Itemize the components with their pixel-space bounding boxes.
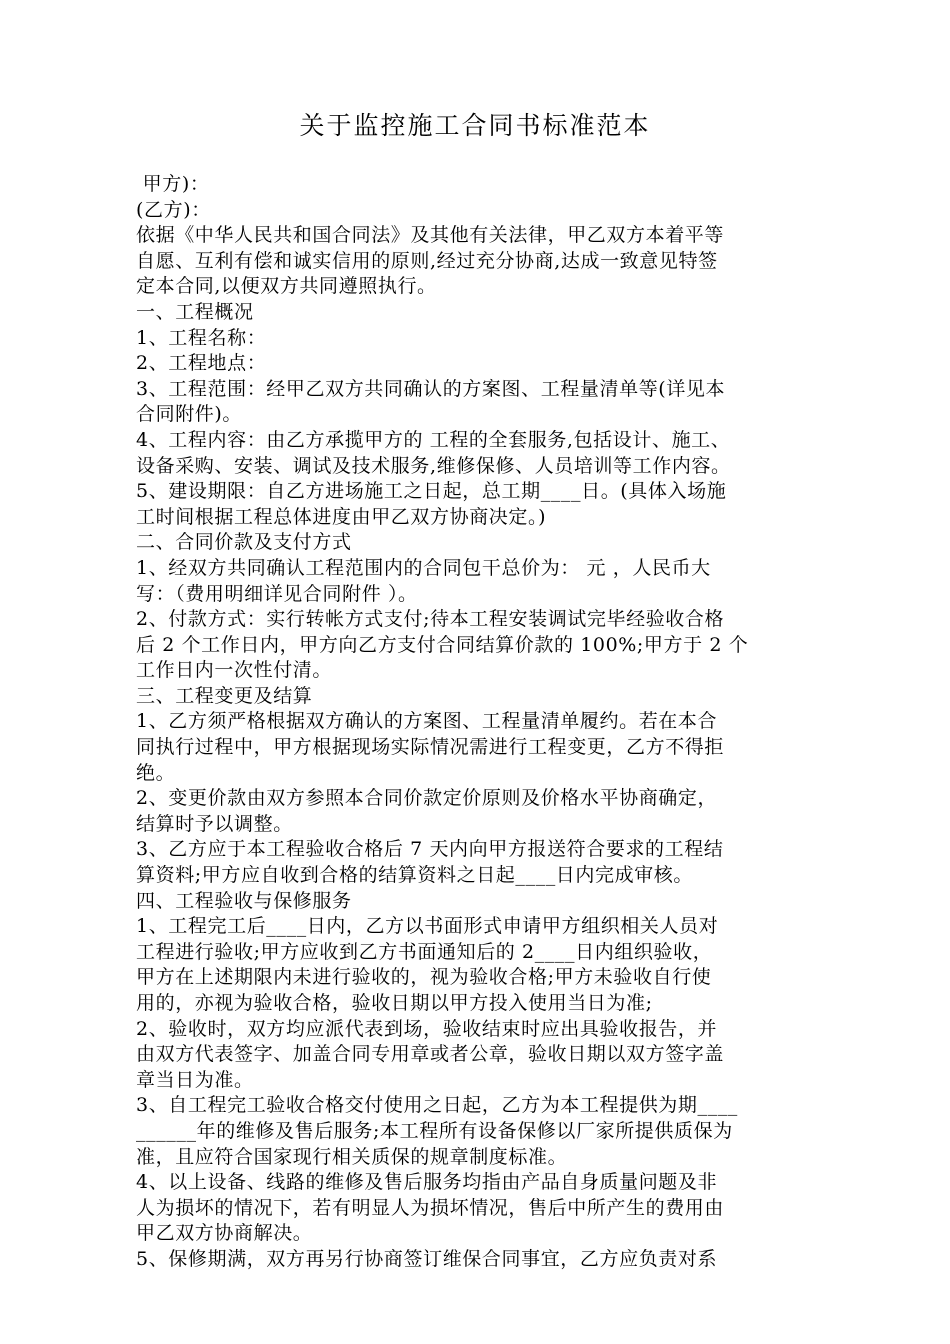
- text-line: 2、变更价款由双方参照本合同价款定价原则及价格水平协商确定，: [136, 787, 718, 810]
- text-line: 1、工程完工后____日内，乙方以书面形式申请甲方组织相关人员对: [136, 915, 719, 938]
- text-line: 后 2 个工作日内，甲方向乙方支付合同结算价款的 100%;甲方于 2 个: [136, 633, 749, 656]
- text-line: 4、以上设备、线路的维修及售后服务均指由产品自身质量问题及非: [136, 1171, 718, 1194]
- text-line: 3、自工程完工验收合格交付使用之日起，乙方为本工程提供为期____: [136, 1094, 738, 1117]
- text-line: 甲乙双方协商解决。: [136, 1222, 313, 1245]
- text-line: 二、合同价款及支付方式: [136, 531, 352, 554]
- text-line: 2、验收时，双方均应派代表到场，验收结束时应出具验收报告，并: [136, 1017, 718, 1040]
- text-line: 3、乙方应于本工程验收合格后 7 天内向甲方报送符合要求的工程结: [136, 838, 724, 861]
- text-line: 用的，亦视为验收合格，验收日期以甲方投入使用当日为准;: [136, 992, 653, 1014]
- text-line: 1、工程名称：: [136, 326, 267, 349]
- text-line: 3、工程范围：经甲乙双方共同确认的方案图、工程量清单等(详见本: [136, 377, 726, 400]
- text-line: 算资料;甲方应自收到合格的结算资料之日起____日内完成审核。: [136, 864, 694, 887]
- text-line: 工时间根据工程总体进度由甲乙双方协商决定。): [136, 505, 547, 528]
- text-line: 写：（费用明细详见合同附件 ）。: [136, 582, 418, 605]
- document-body: [136, 172, 826, 1273]
- text-line: 1、乙方须严格根据双方确认的方案图、工程量清单履约。若在本合: [136, 710, 718, 733]
- text-line: 2、付款方式：实行转帐方式支付;待本工程安装调试完毕经验收合格: [136, 608, 725, 631]
- text-line: 工程进行验收;甲方应收到乙方书面通知后的 2____日内组织验收，: [136, 940, 713, 963]
- text-line: 定本合同,以便双方共同遵照执行。: [136, 275, 437, 298]
- text-line: 合同附件)。: [136, 403, 243, 426]
- text-line: 由双方代表签字、加盖合同专用章或者公章，验收日期以双方签字盖: [136, 1043, 725, 1066]
- text-line: 依据《中华人民共和国合同法》及其他有关法律，甲乙双方本着平等: [136, 224, 725, 247]
- text-line: 设备采购、安装、调试及技术服务,维修保修、人员培训等工作内容。: [136, 454, 731, 477]
- document-title: 关于监控施工合同书标准范本: [299, 111, 651, 140]
- text-line: 绝。: [136, 761, 176, 784]
- text-line: 结算时予以调整。: [136, 812, 293, 835]
- text-line: 章当日为准。: [136, 1068, 254, 1091]
- text-line: (乙方)：: [136, 198, 211, 221]
- text-line: 一、工程概况: [136, 300, 254, 323]
- text-line: 三、工程变更及结算: [136, 684, 313, 707]
- text-line: 自愿、互利有偿和诚实信用的原则,经过充分协商,达成一致意见特签: [136, 249, 718, 272]
- text-line: 四、工程验收与保修服务: [136, 889, 352, 912]
- text-line: 工作日内一次性付清。: [136, 659, 333, 682]
- text-line: 同执行过程中，甲方根据现场实际情况需进行工程变更，乙方不得拒: [136, 736, 725, 759]
- text-line: 甲方)：: [136, 173, 210, 195]
- text-line: ______年的维修及售后服务;本工程所有设备保修以厂家所提供质保为: [136, 1119, 733, 1142]
- text-line: 人为损坏的情况下，若有明显人为损坏情况，售后中所产生的费用由: [136, 1196, 725, 1219]
- text-line: 1、经双方共同确认工程范围内的合同包干总价为： 元 ，人民币大: [136, 556, 711, 579]
- text-line: 准，且应符合国家现行相关质保的规章制度标准。: [136, 1145, 568, 1168]
- text-line: 4、工程内容：由乙方承揽甲方的 工程的全套服务,包括设计、施工、: [136, 428, 731, 451]
- text-line: 2、工程地点：: [136, 352, 267, 375]
- text-line: 甲方在上述期限内未进行验收的，视为验收合格;甲方未验收自行使: [136, 966, 712, 989]
- text-line: 5、建设期限：自乙方进场施工之日起，总工期____日。(具体入场施: [136, 480, 727, 503]
- text-line: 5、保修期满，双方再另行协商签订维保合同事宜，乙方应负责对系: [136, 1247, 718, 1270]
